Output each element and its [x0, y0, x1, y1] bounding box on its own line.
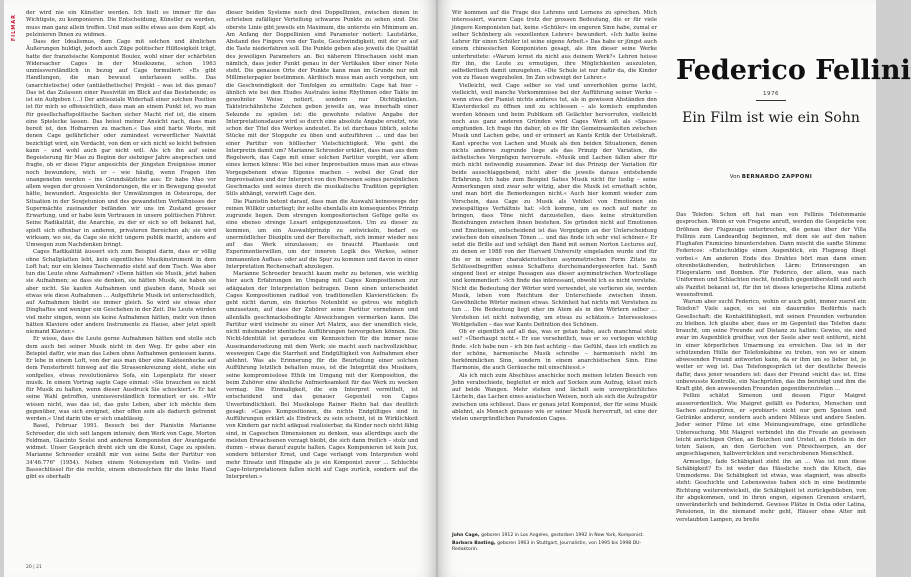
left-page — [4, 0, 436, 577]
byline-author: BERNARDO ZAPPONI — [741, 174, 813, 180]
paragraph: Marianne Schroeder braucht kaum mehr zu betonen, wie wichtig hier auch Erfahrungen im Umgang mit Cages Kompositionen zur adäquaten der Interpretation beitragen. Denn einen unterscheidet Cages Kompositionen radikal von traditionellen Klavierstücken: Es geht nicht darum, ein fixiertes Notenbild so getreu wie möglich umzusetzen, auf dass der Zuhörer seine Partitur vornehmen und allenfalls geschmacksbedingte Abweichungen vermerken kann. Die Partitur wird vielmehr zu einer Art Matrix, aus der unendlich viele, nicht miteinander identische Aufführungen hervorgehen können. Die Nicht-Identität ist geradezu ein Kennzeichen für die immer neue Auseinandersetzung mit dem Werk; sie macht auch nachvollziehbar, weswegen Cage die Starrheit und Endgültigkeit von Aufnahmen eher ablehnt. Was als Erinnerung für die Beurteilung einer solchen Aufführung letztlich behalten muss, ist die Integrität des Musikers, seine kompromisslose Ethik im Umgang mit der Komposition, die beim Zuhörer eine ähnliche Aufmerksamkeit für das Werk zu wecken vermag. Die Einmaligkeit, die ein Interpret vermittelt, ist entscheidend und das genauer Gegenteil von Cages Unverbindlichkeit. Bei Musikologe Rainer Riehn hat das deutlich gesagt: »Cages Kompositionen, die nichts Endgültiges sind in Aufführungen erklärt als Eindruck zu sein scheint, ist in Wirklichkeit von Kindern gar nicht adäquat realisierbar, da Kinder noch nicht fähig sind, in Cageschen Dimensionen zu denken, was allerdings auch die meisten Erwachsenen verzagt bleibt, die sich dann freilich – stolz und dumm – etwas darauf zugute halten. Cages Komponieren ist kein Jux, sondern bitterster Ernst, und Cage verlangt vom Interpreten wohl mehr Einsatz und Hingabe als je ein Komponist zuvor … Schlechte Cage-Interpretationen fallen nicht auf Cage zurück, sondern auf die Interpreten.» — [226, 271, 418, 480]
paragraph: Die Pianistin betont darauf, dass man die Auswahl keineswegs der reinen Willkür unterliegt; ihr sollte ebenfalls ein konsequentes Prinzip zugrunde liegen. Dem strengen kompositorischen Gefüge gelte es eine ebenso strenge Lesart entgegenzusetzen. Um zu dieser zu kommen, um ein Auswahlprinzip zu entwickeln, bedarf es unermüdlicher Disziplin und der Bereitschaft, sich immer wieder neu auf das Werk einzulassen; es braucht Phantasie und Experimentierwillen, um der inneren Logik des Werkes, seiner immanenten Aufbau- oder auf die Spur zu kommen und davon in einer Interpretation Rechenschaft abzulegen. — [226, 198, 418, 270]
paragraph: Warum aber sucht Federico, wohin er auch geht, immer zuerst ein Telefon? Viele sagen, es sei ein dauerndes Bedürfnis nach Gesellschaft: die Kontaktfähigkeit, mit seinen Freunden verbunden zu bleiben. Ich glaube aber, dass er im Gegenteil das Telefon dazu braucht, um seine Freunde auf Distanz zu halten: Gewiss, sie sind zwar im Augenblick greifbar, von der Seele aber weit entfernt, nicht in einer körperlichen Umarmung zu erreichen. Das ist in der schützenden Hülle der Telefonkabine zu treten, von wo er einem abwesenden Freund antworten kann, da er ihm um so lieber ist, je weiter er weg ist. Das Telefongespräch ist der deutliche Beweis dafür, dass jener woanders ist: dass der Freund »nicht da« ist. Eine unbewusste Kontrolle, ein Nachprüfen, das ihn beruhigt und ihm die Kraft gibt, den anwesenden Freunden gegenüberzutreten … — [676, 299, 866, 392]
paragraph: dieser beiden Systeme noch drei Doppellinien, zwischen denen in schrieben zufälliger Verteilung schwarze Punkte zu sehen sind. Die oberste Linie gibt jeweils ein Maximum, die unterste ein Minimum an. Am Anfang der Doppellinien sind Parameter notiert: Lautstärke, Abstand des Fingers von der Taste, Geschwindigkeit, mit der er auf die Taste niederfahren soll. Die Punkte geben also jeweils die Qualität des jeweiligen Parameters an. Bei näherem Hinschauen sieht man nämlich, dass jeder Punkt genau in der Vertikalen über einer Note steht. Die genauen Orte der Punkte kann man im Grunde nur mit Millimeterpapier bestimmen. Akribisch muss man auch vorgehen, um die Geschwindigkeit der Tonfolgen zu ermitteln: Cage hat hier – ähnlich wie bei den Etudes Australes keine Rhythmen oder Takte im gewohnter Weise notiert, sondern nur Dichtigkeiten. Taktstrichähnliche Zeichen geben jeweils an, was innerhalb einer Sekunde zu spielen ist: die gewohnte relative Angabe der Interpretationsdauer wird so durch eine absolute Angabe ersetzt, wie schon der Titel des Werkes andeutet. Es ist durchaus üblich, solche Stücke mit der Stoppuhr zu üben und aufzuführen … und das bei einer Partitur von höllischer Vielschichtigkeit. Wie geht die Interpretin damit um? Marianne Schroeder erklärt, dass man aus dem Regelwerk, das Cage mit einer solchen Partitur vorgibt, vor allem eines lernen könne: Wie bei einer Improvisation muss man aus etwas Vorgegebenem etwas Eigenes machen – wobei der Grad der Improvisation und der Interpret von den Personen seines persönlichen Geschmacks und seines durch die musikalische Tradition geprägten Stils abhängt, verwirft Cage den. — [226, 10, 419, 198]
right-column-2 — [676, 212, 866, 568]
right-page — [438, 0, 911, 577]
paragraph: Als ich mich zum Abschluss anschicke noch meinen letzten Besuch von John verabschiede, begleitet er mich auf Socken zum Aufzug, küsst mich auf beide Wangen. Mehr stehen und lächelt sein unvergleichliches Lächeln, das Lachen eines asiatischen Weisen, noch als sich die Aufzugstür zwischen uns schliesst. Dass er genau jetzt Komponist, der für seine Musik ablehnt, als Mensch genauso wie er seiner Musik herverruft, ist eine der vielen unergründlichen Paradoxien Cages. — [452, 372, 657, 422]
bio-name: John Cage, — [452, 533, 480, 538]
right-column-1 — [452, 10, 657, 528]
bio-text: geboren 1963 in Stuttgart, Journalistin, von 1995 bis 1998 DU-Redaktorin. — [452, 540, 642, 552]
left-column-2 — [226, 10, 418, 550]
article-title: Federico Fellini — [676, 55, 911, 86]
divider — [756, 100, 786, 101]
left-column-1 — [26, 10, 216, 560]
paragraph: der wird nie ein Künstler werden. Ich hielt es immer für das Wichtigste, zu komponieren. Die Entscheidung, Künstler zu werden, muss man ganz allein treffen. Und man sollte etwas aus dem Kopf, als pelzinieren Ihnen zu widmen. — [26, 10, 217, 38]
paragraph: Fellini schätzt Simenon und dessen Figur Maigret ausserordentlich. Wie Maigret gefällt es Federico, Menschen und Sachen aufzuspüren, er »probiert« nicht nur gern Speisen und Getränke anderer, sondern auch andere Milieus und andere Seelen. Jeder seiner Filme ist eine Meinungsumfrage, eine gründliche Untersuchung. Mit Maigret verbindet ihn die Freude an gewissen leicht anrüchigen Orten, an Beizchen und Ursteil, an Hotels in der toten Saison, an den Gerüchen von Pfirsichsorpen, an der angeschlagenen, halbverrückten und verschrobenen Menschheit. — [676, 393, 866, 458]
author-bios — [452, 533, 657, 554]
bio-entry — [452, 541, 657, 553]
paragraph: Vielleicht, weil Cage selber so viel und unverhohlen gerne lacht, vielleicht, weil manche Vorkommnisse bei der Aufführung seiner Werke – wenn etwa der Pianist nichts anderes tut, als in gewissen Abständen den Klavierdeckel zu öffnen und zu schliessen – als komisch empfunden werden können und beim Publikum oft Gelächter hervorrufen, vielleicht noch aus ganz anderen Gründen wird Cages Werk oft als »Spass« empfunden. Ich frage ihn daher, ob es für ihn Gemeinsamkeiten zwischen Musik und Lachen gebe, und er erinnert an Kants Kritik der Urteilskraft. Kant spreche von Lachen und Musik als den beiden Situationen, denen nichts anderes zugrunde liege als das Prinzip der Variation, die ästhetisches Vergnügen hervorrufe. »Musik und Lachen fallen aber für mich nicht notwendig zusammen. Zwar ist das Prinzip der Variation für beide ausschlaggebend, nicht aber die jeweils daraus entstehende Erfahrung. Ich habe zum Beispiel Saties Musik nicht für lustig – seine Anmerkungen sind zwar sehr witzig, aber die Musik ist ernsthaft schön, und man hört die Bemerkungen nicht.« Auch hier kommt wieder zum Vorschein, dass Cage zu Musik als Vehikel von Emotionen ein zwiespältiges Verhältnis hat: »Ich komme, um es noch auf mehr zu bringen, dass Töne nicht darzustellen, dass keine strukturellen Beziehungen zwischen ihnen bestehen. Sie gründen nicht auf Emotionen und Emotionen, entscheidend ist das Vergnügen an der Unterscheidung zwischen den einzelnen Tönen … und das finde ich sehr viel schöner.« Er setzt die Brille auf und schlägt den Band mit seinen Norton Lectures auf, zu denen er 1988 von der Harvard University eingeladen wurde und für die er in seiner charakteristischen asymmetrischen Form Zitate zu Schlüsselbegriffen seines Schaffens durcheinandergeworfen hat. Sanft singend liest er einige Passagen aus dieser asymmetrischen Wortcollage und kommentiert: »Ich finde das interessant, obwohl ich es nicht verstehe. Nicht die Bedeutung der Wörter wird verwendet, sie verlieren sie, werden Musik, leben vom Reichtum der Unterschiede zwischen ihnen. Gewöhnliche Wörter meinen etwas. Schönheit hat nichts mit Verstehen zu tun … Die Bedeutung liegt eher im Atem als in den Wörtern selber … Verstehen ist nicht notwendig, um etwas zu schätzen.« Interesseloses Wohlgefallen – das war Kants Definition des Schönen. — [452, 82, 657, 328]
article-year: 1976 — [763, 91, 779, 97]
paragraph: Das Telefon: Schon oft hat man von Fellinis Telefonmanie gesprochen. Wenn er von Fregene anruft, werden die Gespräche von Dröhnen der Flugzeuge unterbrochen, die genau über der Villa Fellinis zum Landeanflug beginnen, mit dem sie auf den nahen Flughafen Fiumicino hinunterstehen. Dann mischt die sanfte Stimme Federicos: »Entschuldige einen Augenblick, ein Flugzeug fliegt vorbei.« Am anderen Ende des Drahtes hört man dann einen ohrenbetäubenden, bedrohlichen Lärm: Erinnerungen an Fliegeralarm und Bomben. Für Federico, der allem, was nach Uniformen und Schlachten riecht, feindlich gegenüberstellt und auch als Pazifist bekannt ist, für ihn ist dieses kriegerische Klima zutiefst wesensfremd. — [676, 212, 866, 298]
bio-entry — [452, 533, 657, 539]
bio-text: geboren 1912 in Los Angeles, gestorben 1992 in New York, Komponist. — [481, 533, 644, 538]
paragraph: Dass der Idealismus, dem Cage mit solchen und ähnlichen Äußerungen huldigt, jedoch auch Züge politischer Hilflosigkeit trägt, hatte der französische Komponist Boulez, wohl einer der schärfsten Widersacher Cages in der Musikszene, schon 1963 unmissverständlich in bezug auf Cage formuliert: »Es gibt Handlungen, die man bewusst unterlassen sollte. Das (anarchistische) oder (antiästhetische) Projekt – was ist das genau? Das ist das Zulassen einer Passivität im Blick auf das Bestehende; es ist ein Aufgeben (…) Der antisoziale Widerhall einer solchen Position ist für mich so offensichtlich, dass man an einem Punkt ist, wo man für gesellschaftspolitische Sachen sicher Macht rief ist, die einem eine Spielecke lassen. Das heisst meiner Ansicht nach, dass man bereit ist, den Hofnarren zu machen.« Das sind harte Worte, mit denen Cage gefährlicher oder zumindest verwerflicher Naivität bezichtigt wird, ein Verdacht, von dem er sich nicht so leicht befreien kann – und wohl auch gar nicht will. Als ich ihn auf seine Begeisterung für Mao zu Beginn der siebziger Jahre ansprechen und fragte, ob er diese Figur angesichts der jüngsten Ereignisse immer noch bewundere, wich er – wie häufig, wenn Fragen ihm unangenehm werden – ins Grundsätzliche aus: Er habe Mao vor allem wegen der grossen Veränderungen, die er in Bewegung gesetzt hätte, bewundert. Angesichts der Umwälzungen in Osteuropa, der Situation in der Sowjetunion und des gewandelten Verhältnisses der Supermächte zueinander befänden wir uns im Zustand grosser Erwartung, und er habe kein Vertrauen in unsere politischen Führer. Seine Radikalität, die Anarchie, zu der er sich so oft bekannt hat, spielt sich offenbar in anderen, privateren Bereichen ab; sie wird wirksam, wo sie, da Cage sie nicht ungern publik macht, andere auf Umwegen zum Nachdenken bringt. — [26, 39, 216, 248]
paragraph: Ob er eigentlich auf all das, was er getan habe, auch manchmal stolz sei? »Überhaupt nicht.« Er sue versehntlich, was er so verlogen wichtig finde. »Ich habe nun – ich bin fast achtzig – das Gefühl, dass ich endlich zu der schöne, harmonische Musik schreibe – harmonisch nicht im herkömmlichen Sinn, sondern in einem anarchistischen Sinn. Eine Harmonie, die auch Geräusche mit einschliesst.» — [452, 329, 657, 372]
paragraph: Cages Radikalität äussert sich zum Beispiel darin, dass er völlig ohne Schallplatten lebt, kein eigentliches Musikinstrument in dem Loft hat; nur ein kleines Taschenradio steht auf dem Tisch. Was aber tun die Leute ohne Aufnahmen? »Denn hätten sie Musik, jetzt haben sie Aufnahmen; so dass sie denken, sie hätten Musik, sie haben sie aber nicht. Sie kaufen Aufnahmen und glauben dann, Musik sei etwas wie diese Aufnahmen … Aufgeführte Musik ist unterschiedlich, auf Aufnahmen bleibt sie immer gleich. So wird sie etwas eher Dinghaftes und weniger ein Geschehen in der Zeit. Die Leute würden viel mehr singen, wenn sie keine Aufnahmen hätten, mehr von ihnen hätten Klaviere oder andere Instrumente zu Hause, aber jetzt spielt niemand Klavier.« — [26, 249, 216, 335]
paragraph: Basel, Februar 1991. Besuch bei der Pianistin Marianne Schroeder, die sich seit langem intensiv, dem Werk von Cage, Morton Feldman, Giacinto Scelsi und anderen Komponisten der Avantgarde widmet. Unser Gespräch dreht sich um die Kunst, Cage zu spielen. Marianne Schroeder erzählt mir von seine Seite der Partitur von 34'46.776" (1954). Neben einem Notensystem mit Violin- und Bassschlüssel für die rechte, einem ebensolchen für die linke Hand gibt es oberhalb — [26, 423, 216, 480]
page-number: 20 | 21 — [26, 565, 42, 570]
article-header — [676, 55, 911, 127]
byline-prefix: Von — [729, 174, 740, 180]
byline — [676, 174, 866, 180]
paragraph: Wir kommen auf die Frage des Lehrens und Lernens zu sprechen. Mich interessiert, warum Cage trotz der grossen Bedeutung, die er für viele jüngere Komponisten hat, keine »Schüler« im engeren Sinn habe, zumal er selber Schönberg als »exzellenten Lehrer« bewundert. »Ich hatte keine Lehrer für einen Schüler ist seine eigene Arbeit.« Das habe er jüngst auch einem chinesischen Komponisten gesagt, als ihm dieser seine Werke unterbreitete: »Warum lernst du nicht aus deinem Werk?« Lehren heisse für ihn, die Leute zu ermutigen, ihre Möglichkeiten auszuloten, selbstkritisch damit umzugehen. »Die Schule ist nur dafür da, die Kinder von zu Hause wegzuholen. Im Zen schweigt der Lehrer.« — [452, 10, 657, 82]
article-subtitle: Ein Film ist wie ein Sohn — [682, 110, 860, 126]
section-tab: FILMAR — [11, 14, 17, 42]
paragraph: Er wisse, dass die Leute gerne Aufnahmen hätten und stelle sich dem auch bei seiner Musik nicht in den Weg. Er gebe aber ein Beispiel dafür, wie man das Leben ohne Aufnahmen geniessen kanns. Er lebe in einem Loft, von der aus man über eine Kakteenhecke auf dem Fensterbrett hinweg auf die Strassenkreuzung sieht, stehe ein sonfgelies, etwas revolutionäres Sofa, ein Lopenplatz für sieser musik. In einem Vortrag sagte Cage einmal: »Sie brauchen es nicht für Musik zu halten, wenn dieser Ausdruck Sie schockiert.« Er hat seine Wahl getroffen, unmissverständlich formuliert er sie. »Wir wissen nicht, was das ist, das gute Leben, aber ich möchte dem gegenüber, was sich ereignet, eher offen sein als dadurch getrennt werden.« Und darin übe er sich unablässig. — [26, 336, 216, 422]
bio-name: Barbara Basting, — [452, 540, 496, 546]
paragraph: Armselige, fade Schäbigkeit zieht ihn an … Was ist nun diese Schäbigkeit? Es ist weder das Hässliche noch die Kitsch, das Ummoderne. Die Schäbigkeit ist etwas, was stagniert, was abseits steht: Geschichte und Lebensweise haben sich in eine bestimmte Richtung weiterentwickelt, die Schäbigkeit ist zurückgeblieben, von ihr abgekommen, und in ihren engen, eigenen Grenzen erstarrt, unveränderlich und behindernd. Gewisse Plätze in Ostia oder Latina, Pensionen, in die niemand mehr geht, Häuser ohne Alter mit verstaubten Lampen, zu breite — [676, 458, 866, 523]
